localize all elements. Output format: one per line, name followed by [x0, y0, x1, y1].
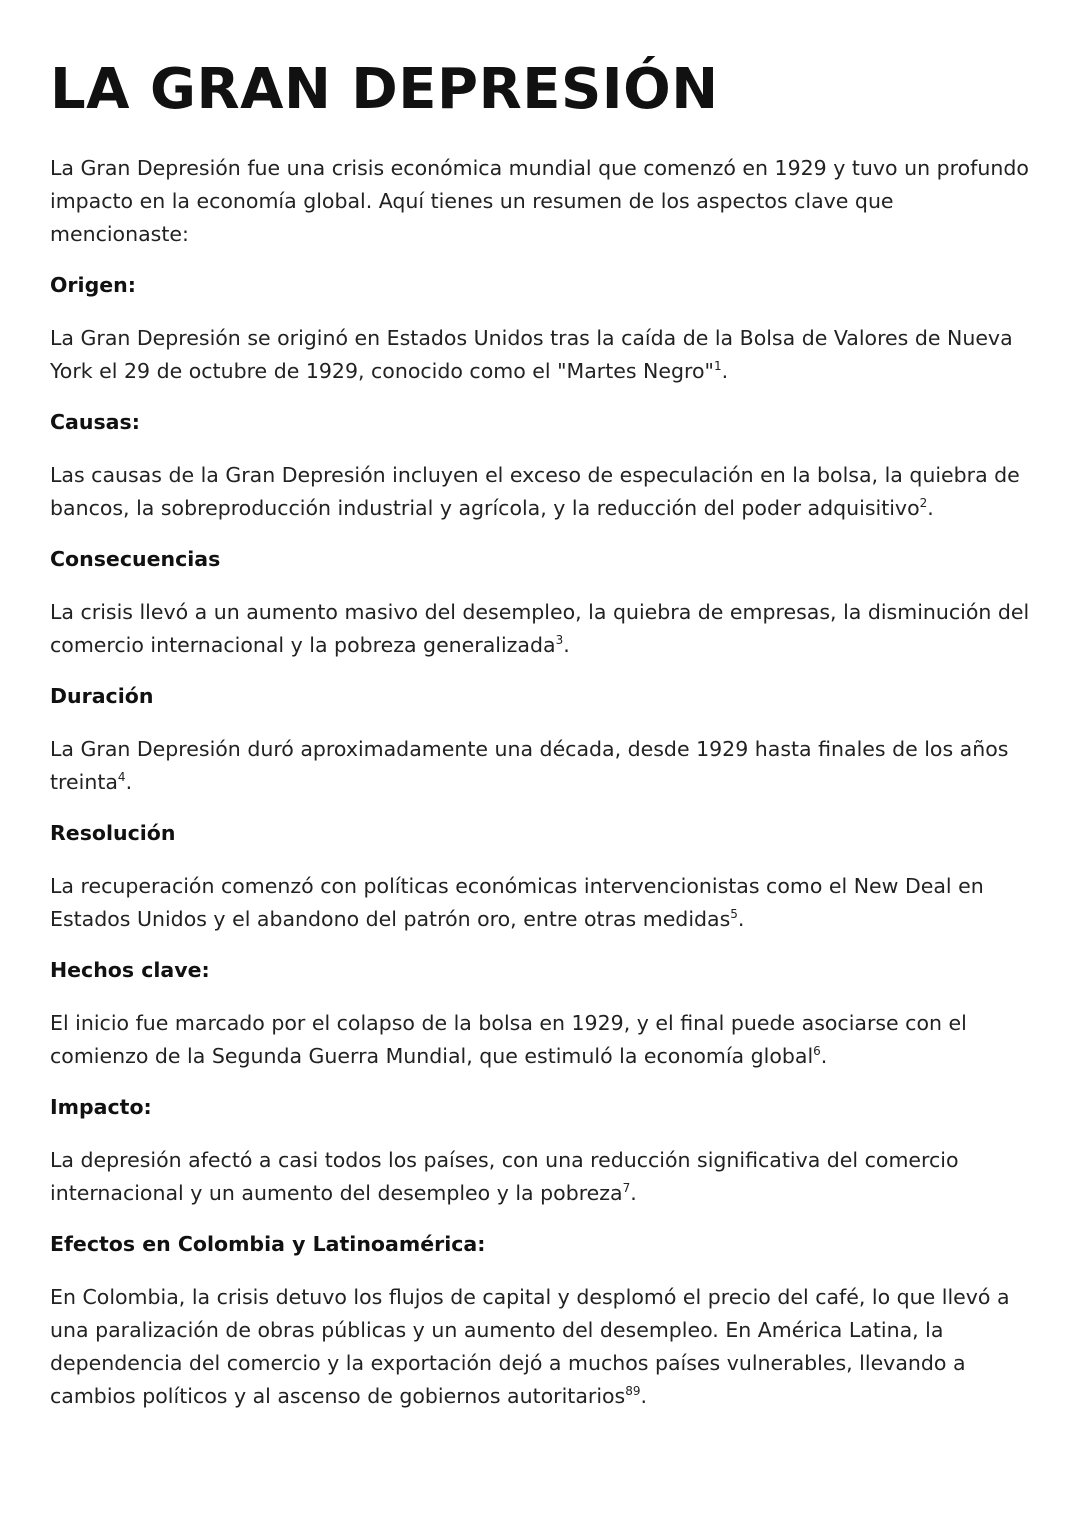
footnote-ref: 2: [919, 496, 928, 510]
section-body: [50, 1144, 1030, 1210]
section-body: [50, 870, 1030, 936]
section-text: La recuperación comenzó con políticas económicas intervencionistas como el New Deal en Estados Unidos y el abandono del patrón oro, entre otras medidas: [50, 874, 984, 931]
section-body: [50, 1007, 1030, 1073]
section-heading: Duración: [50, 684, 154, 708]
section-end: .: [820, 1044, 828, 1068]
intro-paragraph: La Gran Depresión fue una crisis económica mundial que comenzó en 1929 y tuvo un profundo impacto en la economía global. Aquí tienes un resumen de los aspectos clave que mencionaste:: [50, 156, 1029, 246]
section-body: [50, 322, 1030, 388]
section-text: Las causas de la Gran Depresión incluyen el exceso de especulación en la bolsa, la quiebra de bancos, la sobreproducción industrial y agrícola, y la reducción del poder adquisitivo: [50, 463, 1020, 520]
footnote-ref: 3: [555, 633, 564, 647]
page-title: LA GRAN DEPRESIÓN: [50, 57, 719, 122]
section-end: .: [737, 907, 745, 931]
section-heading: Impacto:: [50, 1095, 152, 1119]
section-end: .: [630, 1181, 637, 1205]
section-body: [50, 596, 1030, 662]
section-causas: [50, 406, 1030, 525]
section-end: .: [721, 359, 729, 383]
footnote-ref: 4: [117, 770, 126, 784]
section-resolucion: [50, 817, 1030, 936]
footnote-ref: 1: [713, 359, 722, 373]
section-heading: Resolución: [50, 821, 176, 845]
section-duracion: [50, 680, 1030, 799]
section-text: El inicio fue marcado por el colapso de la bolsa en 1929, y el final puede asociarse con el comienzo de la Segunda Guerra Mundial, que estimuló la economía global: [50, 1011, 967, 1068]
section-impacto: [50, 1091, 1030, 1210]
section-text: En Colombia, la crisis detuvo los flujos de capital y desplomó el precio del café, lo que llevó a una paralización de obras públicas y un aumento del desempleo. En América Latina, la dependencia del comercio y la exportación dejó a muchos países vulnerables, llevando a cambios políticos y al ascenso de gobiernos autoritarios: [50, 1285, 1010, 1408]
section-body: [50, 733, 1030, 799]
section-text: La Gran Depresión duró aproximadamente una década, desde 1929 hasta finales de los años treinta: [50, 737, 1009, 794]
section-heading: Efectos en Colombia y Latinoamérica:: [50, 1232, 486, 1256]
section-text: La crisis llevó a un aumento masivo del desempleo, la quiebra de empresas, la disminución del comercio internacional y la pobreza generalizada: [50, 600, 1030, 657]
section-end: .: [640, 1384, 648, 1408]
section-heading: Consecuencias: [50, 547, 221, 571]
section-heading: Causas:: [50, 410, 140, 434]
section-end: .: [563, 633, 570, 657]
footnote-ref: 89: [625, 1384, 641, 1398]
section-text: La depresión afectó a casi todos los países, con una reducción significativa del comercio internacional y un aumento del desempleo y la pobreza: [50, 1148, 959, 1205]
section-hechos-clave: [50, 954, 1030, 1073]
section-body: [50, 459, 1030, 525]
section-origen: [50, 269, 1030, 388]
footnote-ref: 7: [622, 1181, 631, 1195]
section-end: .: [927, 496, 934, 520]
section-colombia-latinoamerica: [50, 1228, 1030, 1413]
section-heading: Origen:: [50, 273, 136, 297]
footnote-ref: 6: [813, 1044, 821, 1058]
section-end: .: [125, 770, 133, 794]
section-text: La Gran Depresión se originó en Estados Unidos tras la caída de la Bolsa de Valores de Nueva York el 29 de octubre de 1929, conocido como el "Martes Negro": [50, 326, 1013, 383]
section-consecuencias: [50, 543, 1030, 662]
section-body: [50, 1281, 1030, 1413]
footnote-ref: 5: [730, 907, 738, 921]
section-heading: Hechos clave:: [50, 958, 210, 982]
